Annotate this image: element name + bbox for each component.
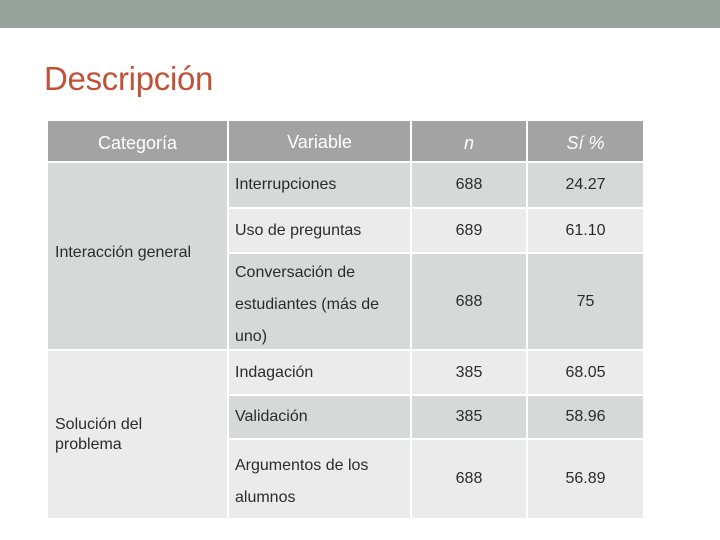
table-cell-yes-pct: 24.27 xyxy=(528,163,643,207)
slide-title: Descripción xyxy=(44,60,214,97)
header-variable: Variable xyxy=(229,121,410,161)
table-cell-yes-pct: 75 xyxy=(528,254,643,349)
top-banner xyxy=(0,0,720,28)
variable-line: Conversación de xyxy=(235,264,356,281)
category-cell xyxy=(48,163,227,349)
category-label: Solución del problema xyxy=(55,416,143,453)
category-cell xyxy=(48,351,227,518)
table-cell-variable xyxy=(229,254,410,349)
table-cell-n: 385 xyxy=(412,351,526,394)
variable-line: estudiantes (más de xyxy=(235,296,380,313)
header-category: Categoría xyxy=(48,121,227,161)
table-cell-n: 688 xyxy=(412,163,526,207)
header-n: n xyxy=(412,121,526,161)
category-label: Interacción general xyxy=(55,244,192,261)
table-cell-yes-pct: 68.05 xyxy=(528,351,643,394)
variable-line: uno) xyxy=(235,328,268,345)
header-yes-pct: Sí % xyxy=(528,121,643,161)
table-cell-variable: Uso de preguntas xyxy=(229,209,410,252)
table-cell-n: 688 xyxy=(412,440,526,518)
variable-line: Argumentos de los xyxy=(235,457,369,474)
table-cell-n: 688 xyxy=(412,254,526,349)
table-cell-yes-pct: 58.96 xyxy=(528,396,643,438)
table-cell-variable: Validación xyxy=(229,396,410,438)
table-cell-n: 385 xyxy=(412,396,526,438)
table-cell-variable: Interrupciones xyxy=(229,163,410,207)
variable-line: alumnos xyxy=(235,489,296,506)
table-cell-yes-pct: 56.89 xyxy=(528,440,643,518)
table-cell-yes-pct: 61.10 xyxy=(528,209,643,252)
table-cell-n: 689 xyxy=(412,209,526,252)
table-cell-variable: Indagación xyxy=(229,351,410,394)
table-cell-variable xyxy=(229,440,410,518)
